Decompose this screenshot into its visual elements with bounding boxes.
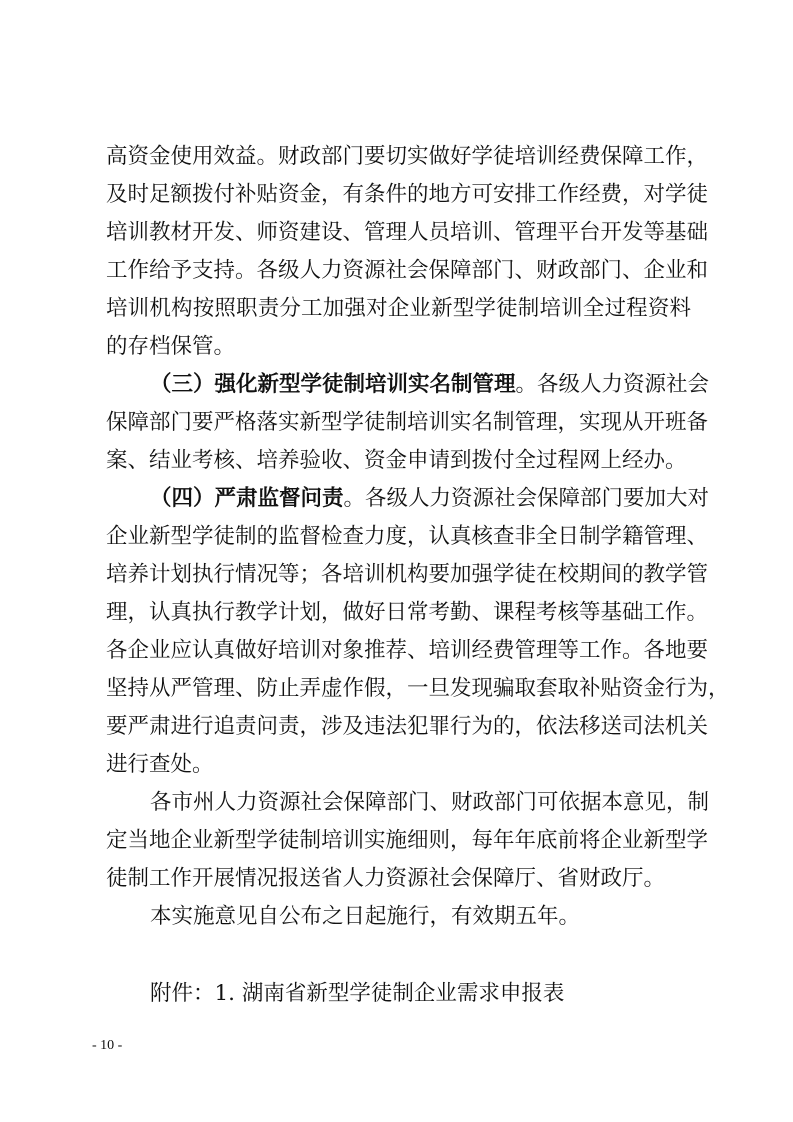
section-3-heading: （三）强化新型学徒制培训实名制管理 (150, 372, 516, 397)
paragraph-line: 各企业应认真做好培训对象推荐、培训经费管理等工作。各地要 (106, 638, 709, 663)
section-3-text: 。各级人力资源社会 (515, 372, 710, 397)
section-4-text: 。各级人力资源社会保障部门要加大对 (343, 486, 710, 511)
attachment-line: 附件：1. 湖南省新型学徒制企业需求申报表 (150, 981, 565, 1006)
paragraph-line: 工作给予支持。各级人力资源社会保障部门、财政部门、企业和 (106, 258, 709, 283)
paragraph-line: 徒制工作开展情况报送省人力资源社会保障厅、省财政厅。 (106, 866, 666, 891)
paragraph-line: 理，认真执行教学计划，做好日常考勤、课程考核等基础工作。 (106, 600, 709, 625)
paragraph-line: 培养计划执行情况等；各培训机构要加强学徒在校期间的教学管 (106, 562, 709, 587)
effective-date-line: 本实施意见自公布之日起施行，有效期五年。 (150, 904, 581, 929)
paragraph-line: 坚持从严管理、防止弄虚作假，一旦发现骗取套取补贴资金行为， (106, 676, 730, 701)
paragraph-line: 各市州人力资源社会保障部门、财政部门可依据本意见，制 (150, 790, 710, 815)
paragraph-line: 企业新型学徒制的监督检查力度，认真核查非全日制学籍管理、 (106, 524, 709, 549)
paragraph-line: 案、结业考核、培养验收、资金申请到拨付全过程网上经办。 (106, 448, 687, 473)
paragraph-line: 培训教材开发、师资建设、管理人员培训、管理平台开发等基础 (106, 220, 709, 245)
paragraph-line: 保障部门要严格落实新型学徒制培训实名制管理，实现从开班备 (106, 410, 709, 435)
paragraph-line: 要严肃进行追责问责，涉及违法犯罪行为的，依法移送司法机关 (106, 714, 709, 739)
paragraph-line: 培训机构按照职责分工加强对企业新型学徒制培训全过程资料 (106, 296, 691, 321)
paragraph-line: 进行查处。 (106, 752, 214, 777)
paragraph-line: 定当地企业新型学徒制培训实施细则，每年年底前将企业新型学 (106, 828, 709, 853)
section-3-first-line (150, 372, 710, 397)
page-number: - 10 - (92, 1038, 123, 1053)
paragraph-line: 的存档保管。 (106, 334, 236, 359)
paragraph-line: 高资金使用效益。财政部门要切实做好学徒培训经费保障工作， (106, 144, 709, 169)
paragraph-line: 及时足额拨付补贴资金，有条件的地方可安排工作经费，对学徒 (106, 182, 709, 207)
section-4-first-line (150, 486, 710, 511)
section-4-heading: （四）严肃监督问责 (150, 486, 344, 511)
